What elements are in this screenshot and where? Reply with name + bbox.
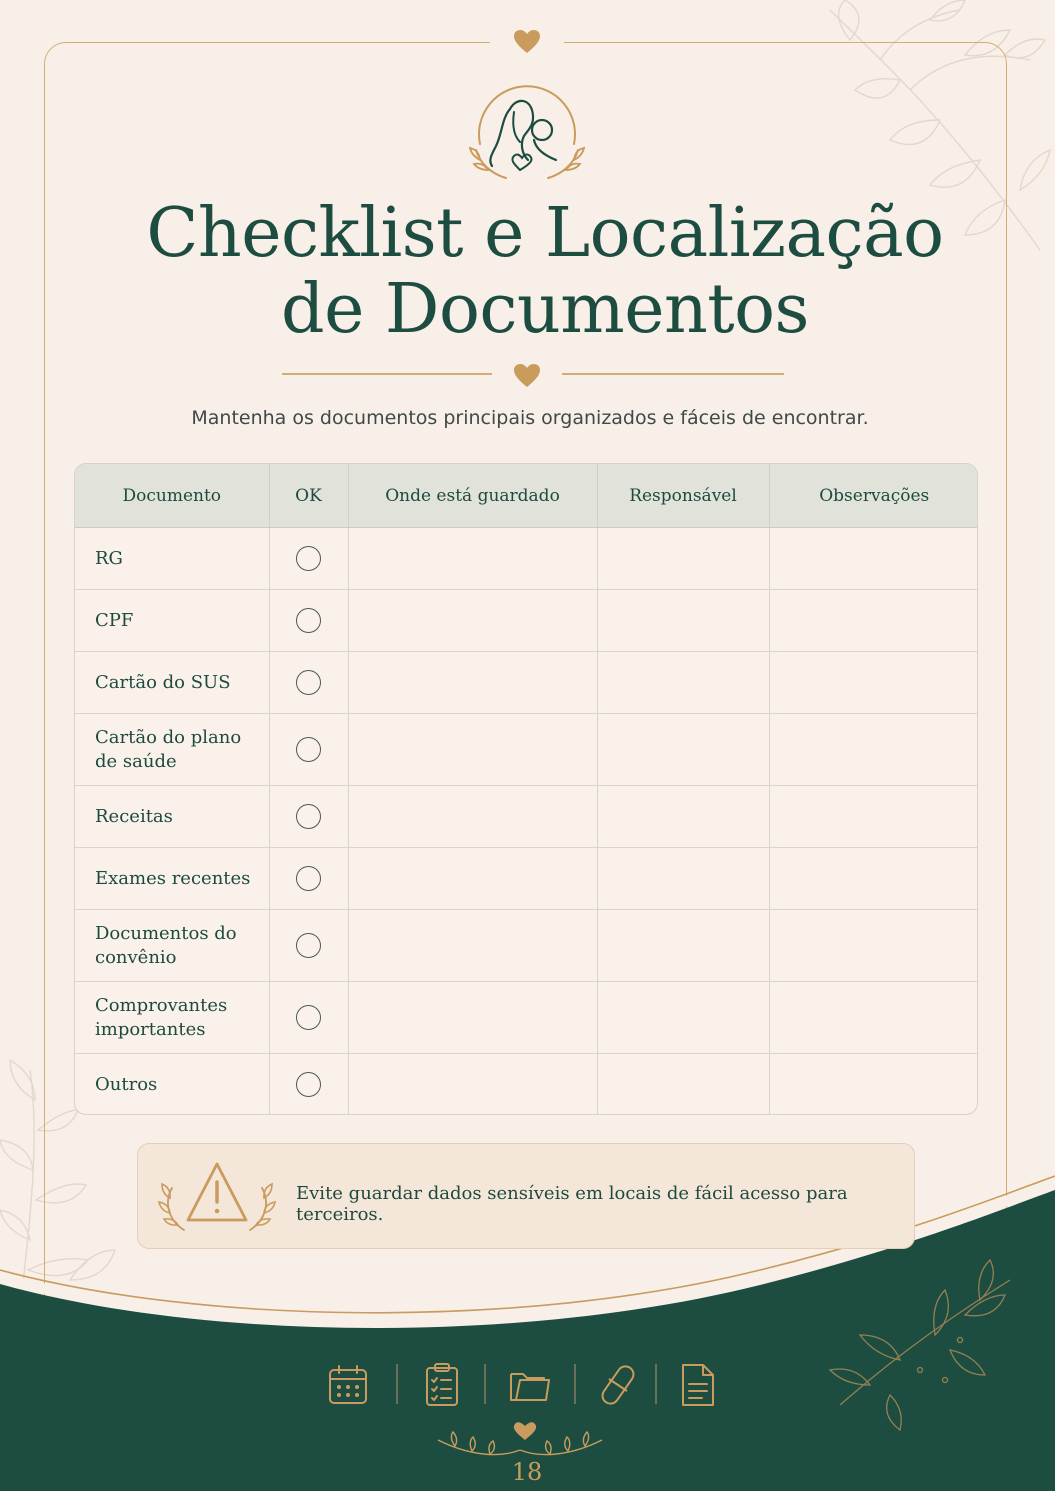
ok-checkbox[interactable] bbox=[296, 933, 321, 958]
cell-documento: Cartão do SUS bbox=[75, 652, 269, 714]
cell-ok bbox=[269, 910, 348, 982]
footer-separator bbox=[484, 1364, 486, 1404]
header-observacoes: Observações bbox=[769, 464, 978, 528]
footer-separator bbox=[574, 1364, 576, 1404]
mother-child-emblem-icon bbox=[466, 74, 588, 190]
cell-responsavel[interactable] bbox=[597, 910, 769, 982]
cell-onde[interactable] bbox=[348, 652, 597, 714]
cell-onde[interactable] bbox=[348, 1054, 597, 1116]
warning-triangle-icon bbox=[158, 1158, 276, 1236]
ok-checkbox[interactable] bbox=[296, 737, 321, 762]
footer-separator bbox=[396, 1364, 398, 1404]
cell-observacoes[interactable] bbox=[769, 910, 978, 982]
cell-observacoes[interactable] bbox=[769, 982, 978, 1054]
calendar-icon[interactable] bbox=[326, 1362, 370, 1408]
ok-checkbox[interactable] bbox=[296, 866, 321, 891]
table-row bbox=[75, 528, 978, 590]
ok-checkbox[interactable] bbox=[296, 608, 321, 633]
cell-documento: Documentos do convênio bbox=[75, 910, 269, 982]
cell-onde[interactable] bbox=[348, 910, 597, 982]
cell-onde[interactable] bbox=[348, 786, 597, 848]
cell-ok bbox=[269, 1054, 348, 1116]
cell-documento: Receitas bbox=[75, 786, 269, 848]
title-divider-right bbox=[562, 373, 784, 375]
ok-checkbox[interactable] bbox=[296, 804, 321, 829]
cell-ok bbox=[269, 528, 348, 590]
warning-box bbox=[137, 1143, 915, 1249]
document-icon[interactable] bbox=[676, 1362, 720, 1408]
cell-observacoes[interactable] bbox=[769, 528, 978, 590]
footer-laurel-ornament bbox=[430, 1418, 610, 1462]
page-number: 18 bbox=[511, 1458, 543, 1486]
documents-table bbox=[74, 463, 978, 1115]
cell-responsavel[interactable] bbox=[597, 848, 769, 910]
table-row bbox=[75, 714, 978, 786]
cell-onde[interactable] bbox=[348, 982, 597, 1054]
header-onde: Onde está guardado bbox=[348, 464, 597, 528]
pill-icon[interactable] bbox=[596, 1362, 640, 1408]
cell-onde[interactable] bbox=[348, 528, 597, 590]
cell-responsavel[interactable] bbox=[597, 786, 769, 848]
footer-separator bbox=[655, 1364, 657, 1404]
ok-checkbox[interactable] bbox=[296, 670, 321, 695]
cell-observacoes[interactable] bbox=[769, 590, 978, 652]
table-row bbox=[75, 786, 978, 848]
cell-ok bbox=[269, 982, 348, 1054]
cell-documento: Outros bbox=[75, 1054, 269, 1116]
cell-ok bbox=[269, 848, 348, 910]
table-row bbox=[75, 910, 978, 982]
cell-documento: CPF bbox=[75, 590, 269, 652]
warning-text: Evite guardar dados sensíveis em locais de fácil acesso para terceiros. bbox=[296, 1183, 848, 1225]
cell-ok bbox=[269, 786, 348, 848]
cell-observacoes[interactable] bbox=[769, 848, 978, 910]
cell-observacoes[interactable] bbox=[769, 652, 978, 714]
cell-responsavel[interactable] bbox=[597, 1054, 769, 1116]
cell-documento: Comprovantes importantes bbox=[75, 982, 269, 1054]
table-header-row bbox=[75, 464, 978, 528]
cell-onde[interactable] bbox=[348, 590, 597, 652]
table-row bbox=[75, 982, 978, 1054]
title-line-2: de Documentos bbox=[281, 270, 809, 349]
page-subtitle: Mantenha os documentos principais organizados e fáceis de encontrar. bbox=[191, 407, 869, 429]
folder-icon[interactable] bbox=[508, 1362, 552, 1408]
clipboard-checklist-icon[interactable] bbox=[420, 1362, 464, 1408]
header-ok: OK bbox=[269, 464, 348, 528]
table-row bbox=[75, 848, 978, 910]
cell-documento: Cartão do plano de saúde bbox=[75, 714, 269, 786]
table-row bbox=[75, 1054, 978, 1116]
cell-onde[interactable] bbox=[348, 714, 597, 786]
ok-checkbox[interactable] bbox=[296, 1072, 321, 1097]
page-title bbox=[100, 196, 990, 348]
cell-observacoes[interactable] bbox=[769, 1054, 978, 1116]
title-divider-left bbox=[282, 373, 492, 375]
header-documento: Documento bbox=[75, 464, 269, 528]
cell-responsavel[interactable] bbox=[597, 982, 769, 1054]
cell-observacoes[interactable] bbox=[769, 786, 978, 848]
cell-ok bbox=[269, 590, 348, 652]
header-responsavel: Responsável bbox=[597, 464, 769, 528]
ok-checkbox[interactable] bbox=[296, 1005, 321, 1030]
heart-icon bbox=[514, 30, 540, 54]
heart-divider-icon bbox=[514, 364, 540, 388]
cell-documento: Exames recentes bbox=[75, 848, 269, 910]
cell-responsavel[interactable] bbox=[597, 714, 769, 786]
ok-checkbox[interactable] bbox=[296, 546, 321, 571]
cell-onde[interactable] bbox=[348, 848, 597, 910]
cell-ok bbox=[269, 652, 348, 714]
cell-responsavel[interactable] bbox=[597, 528, 769, 590]
cell-ok bbox=[269, 714, 348, 786]
cell-responsavel[interactable] bbox=[597, 590, 769, 652]
table-row bbox=[75, 590, 978, 652]
cell-documento: RG bbox=[75, 528, 269, 590]
table-row bbox=[75, 652, 978, 714]
cell-responsavel[interactable] bbox=[597, 652, 769, 714]
cell-observacoes[interactable] bbox=[769, 714, 978, 786]
title-line-1: Checklist e Localização bbox=[146, 194, 944, 273]
